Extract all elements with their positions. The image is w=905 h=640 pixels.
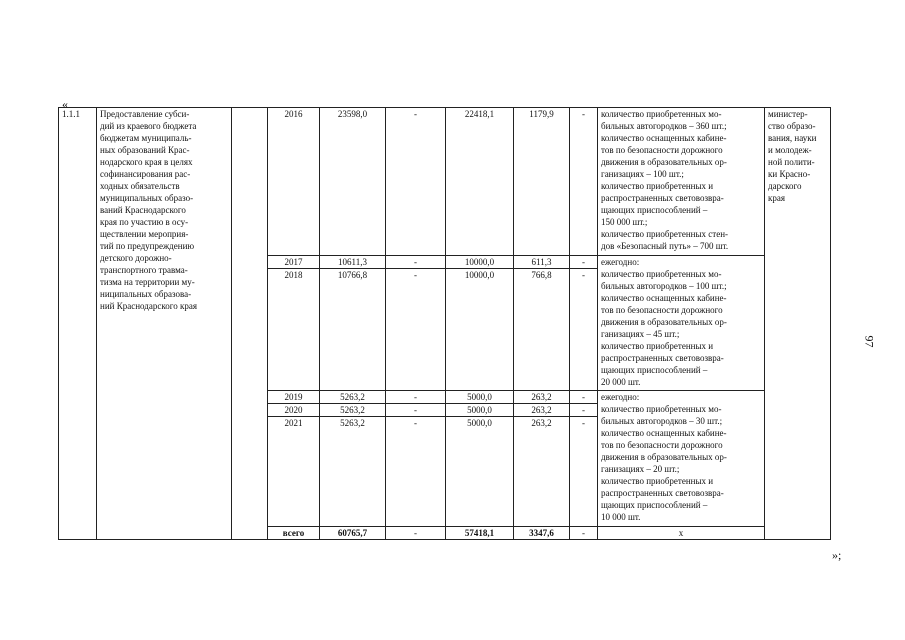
result-cell-2017-2018 xyxy=(598,256,765,391)
result-line: движения в образовательных ор- xyxy=(601,157,727,167)
year-cell: 2020 xyxy=(268,404,320,417)
totals-federal: - xyxy=(386,527,446,540)
executor-line: ной полити- xyxy=(768,157,815,167)
result-line: щающих приспособлений – xyxy=(601,205,708,215)
program-table xyxy=(58,107,831,540)
other-cell: - xyxy=(570,391,598,404)
description-text xyxy=(100,108,228,312)
executor-line: ки Красно- xyxy=(768,169,811,179)
regional-cell: 5000,0 xyxy=(446,404,514,417)
year-cell: 2016 xyxy=(268,108,320,256)
result-line: ганизациях – 45 шт.; xyxy=(601,329,680,339)
regional-cell: 5000,0 xyxy=(446,391,514,404)
federal-cell: - xyxy=(386,404,446,417)
total-cell: 5263,2 xyxy=(320,404,386,417)
result-line: количество оснащенных кабине- xyxy=(601,293,727,303)
year-cell: 2017 xyxy=(268,256,320,269)
description-line: тий по предупреждению xyxy=(100,241,195,251)
description-line: ществлении мероприя- xyxy=(100,229,189,239)
result-cell-2019-2021 xyxy=(598,391,765,527)
result-line: тов по безопасности дорожного xyxy=(601,145,723,155)
totals-label: всего xyxy=(268,527,320,540)
local-cell: 611,3 xyxy=(514,256,570,269)
result-line: распространенных световозвра- xyxy=(601,488,724,498)
result-line: щающих приспособлений – xyxy=(601,500,708,510)
description-line: края по участию в осу- xyxy=(100,217,189,227)
federal-cell: - xyxy=(386,391,446,404)
totals-other: - xyxy=(570,527,598,540)
closing-quote: »; xyxy=(832,548,842,562)
other-cell: - xyxy=(570,108,598,256)
federal-cell: - xyxy=(386,108,446,256)
totals-local: 3347,6 xyxy=(514,527,570,540)
local-cell: 263,2 xyxy=(514,391,570,404)
total-cell: 10766,8 xyxy=(320,269,386,391)
result-line: щающих приспособлений – xyxy=(601,365,708,375)
result-line: ежегодно: xyxy=(601,392,640,402)
executor-line: министер- xyxy=(768,109,808,119)
result-line: тов по безопасности дорожного xyxy=(601,440,723,450)
local-cell: 1179,9 xyxy=(514,108,570,256)
result-line: тов по безопасности дорожного xyxy=(601,305,723,315)
description-line: ваний Краснодарского xyxy=(100,205,186,215)
result-line: движения в образовательных ор- xyxy=(601,452,727,462)
result-line: 10 000 шт. xyxy=(601,512,641,522)
other-cell: - xyxy=(570,269,598,391)
result-line: 150 000 шт.; xyxy=(601,217,648,227)
federal-cell: - xyxy=(386,256,446,269)
other-cell: - xyxy=(570,404,598,417)
result-line: количество приобретенных мо- xyxy=(601,109,722,119)
result-line: бильных автогородков – 30 шт.; xyxy=(601,416,723,426)
result-line: ежегодно: xyxy=(601,257,640,267)
description-line: транспортного травма- xyxy=(100,265,188,275)
result-line: количество приобретенных стен- xyxy=(601,229,729,239)
result-line: дов «Безопасный путь» – 700 шт. xyxy=(601,241,729,251)
year-cell: 2021 xyxy=(268,417,320,527)
description-line: софинансирования рас- xyxy=(100,169,191,179)
description-line: бюджетам муниципаль- xyxy=(100,133,192,143)
regional-cell: 5000,0 xyxy=(446,417,514,527)
result-line: движения в образовательных ор- xyxy=(601,317,727,327)
regional-cell: 10000,0 xyxy=(446,256,514,269)
description-line: ниципальных образова- xyxy=(100,289,192,299)
table-row xyxy=(59,108,831,256)
result-line: ганизациях – 100 шт.; xyxy=(601,169,684,179)
page-number: 97 xyxy=(862,335,877,348)
federal-cell: - xyxy=(386,417,446,527)
result-line: количество приобретенных и xyxy=(601,341,714,351)
federal-cell: - xyxy=(386,269,446,391)
total-cell: 23598,0 xyxy=(320,108,386,256)
result-line: бильных автогородков – 360 шт.; xyxy=(601,121,727,131)
description-line: дий из краевого бюджета xyxy=(100,121,197,131)
description-line: ходных обязательств xyxy=(100,181,180,191)
executor-line: дарского xyxy=(768,181,802,191)
result-line: распространенных световозвра- xyxy=(601,193,724,203)
year-cell: 2019 xyxy=(268,391,320,404)
result-line: количество приобретенных и xyxy=(601,181,714,191)
result-line: количество приобретенных мо- xyxy=(601,269,722,279)
total-cell: 5263,2 xyxy=(320,391,386,404)
description-line: ных образований Крас- xyxy=(100,145,190,155)
totals-regional: 57418,1 xyxy=(446,527,514,540)
opening-quote: « xyxy=(62,97,68,111)
result-line: количество приобретенных мо- xyxy=(601,404,722,414)
year-cell: 2018 xyxy=(268,269,320,391)
other-cell: - xyxy=(570,417,598,527)
result-cell-2016 xyxy=(598,108,765,256)
executor-line: ство образо- xyxy=(768,121,816,131)
totals-result: х xyxy=(598,527,765,540)
executor-line: вания, науки xyxy=(768,133,817,143)
row-code: 1.1.1 xyxy=(59,108,97,540)
description-line: Предоставление субси- xyxy=(100,109,190,119)
totals-total: 60765,7 xyxy=(320,527,386,540)
description-line: муниципальных образо- xyxy=(100,193,194,203)
result-line: ганизациях – 20 шт.; xyxy=(601,464,680,474)
regional-cell: 22418,1 xyxy=(446,108,514,256)
description-line: тизма на территории му- xyxy=(100,277,195,287)
regional-cell: 10000,0 xyxy=(446,269,514,391)
result-line: бильных автогородков – 100 шт.; xyxy=(601,281,727,291)
row-description xyxy=(97,108,232,540)
result-line: количество оснащенных кабине- xyxy=(601,428,727,438)
executor-cell xyxy=(765,108,831,540)
total-cell: 10611,3 xyxy=(320,256,386,269)
total-cell: 5263,2 xyxy=(320,417,386,527)
other-cell: - xyxy=(570,256,598,269)
description-line: нодарского края в целях xyxy=(100,157,193,167)
result-line: распространенных световозвра- xyxy=(601,353,724,363)
empty-column xyxy=(232,108,268,540)
result-line: 20 000 шт. xyxy=(601,377,641,387)
executor-line: и молодеж- xyxy=(768,145,812,155)
local-cell: 263,2 xyxy=(514,404,570,417)
local-cell: 766,8 xyxy=(514,269,570,391)
executor-line: края xyxy=(768,193,786,203)
result-line: количество приобретенных и xyxy=(601,476,714,486)
result-line: количество оснащенных кабине- xyxy=(601,133,727,143)
description-line: ний Краснодарского края xyxy=(100,301,197,311)
local-cell: 263,2 xyxy=(514,417,570,527)
description-line: детского дорожно- xyxy=(100,253,172,263)
